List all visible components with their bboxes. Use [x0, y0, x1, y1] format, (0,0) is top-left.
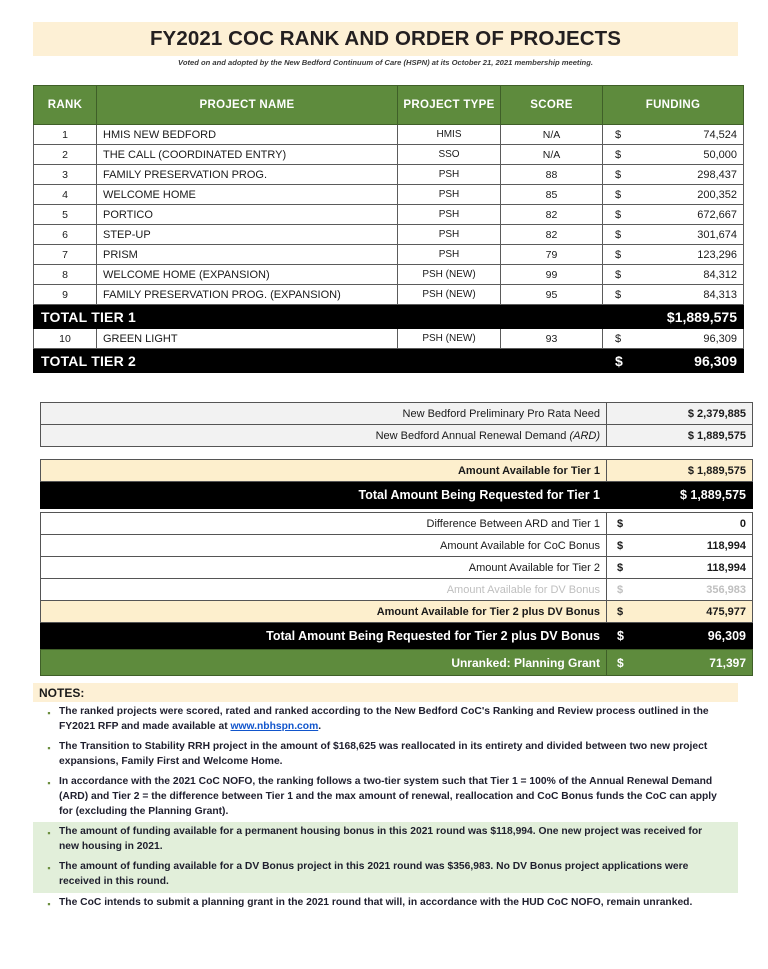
cell-score: 88: [501, 165, 603, 185]
tier-total-label: TOTAL TIER 1: [34, 305, 603, 329]
cell-funding: [603, 329, 744, 349]
column-header-rank: RANK: [34, 86, 97, 125]
summary-amount: 356,983: [706, 583, 746, 596]
cell-funding: [603, 165, 744, 185]
bullet-icon: ▪: [47, 708, 51, 718]
currency-symbol: $: [615, 248, 622, 261]
cell-score: N/A: [501, 145, 603, 165]
summary-value: [607, 535, 753, 557]
table-body: [34, 125, 744, 373]
currency-symbol: $: [615, 288, 622, 301]
table-row: [34, 265, 744, 285]
cell-project-type: HMIS: [398, 125, 501, 145]
summary-table-4: [40, 649, 753, 676]
column-header-project-name: PROJECT NAME: [97, 86, 398, 125]
funding-amount: 74,524: [703, 128, 737, 141]
cell-funding: [603, 125, 744, 145]
summary-value: [607, 623, 753, 650]
funding-amount: 672,667: [697, 208, 737, 221]
cell-rank: 2: [34, 145, 97, 165]
summary-value: [607, 601, 753, 623]
summary-amount: 0: [739, 517, 746, 530]
notes-section: [33, 683, 738, 914]
note-text: The Transition to Stability RRH project in the amount of $168,625 was reallocated in its entirety and divided between two new project expansions, Family First and Welcome Home.: [59, 741, 708, 767]
cell-rank: 7: [34, 245, 97, 265]
note-item: [33, 737, 738, 772]
summary-value: [607, 403, 753, 425]
cell-project-type: PSH (NEW): [398, 285, 501, 305]
currency-symbol: $: [615, 128, 622, 141]
note-item: [33, 857, 738, 892]
summary-body-2: [41, 460, 753, 509]
bullet-icon: ▪: [47, 778, 51, 789]
tier1-total-row: [34, 305, 744, 329]
tier-total-amount: 96,309: [694, 352, 737, 369]
cell-funding: [603, 205, 744, 225]
funding-amount: 96,309: [703, 332, 737, 345]
summary-row: [41, 460, 753, 482]
table-row: [34, 225, 744, 245]
table-row: [34, 205, 744, 225]
cell-funding: [603, 285, 744, 305]
summary-row: [41, 535, 753, 557]
summary-row: [41, 425, 753, 447]
cell-score: 95: [501, 285, 603, 305]
currency-symbol: $: [615, 208, 622, 221]
column-header-funding: FUNDING: [603, 86, 744, 125]
cell-project-type: SSO: [398, 145, 501, 165]
note-text: The ranked projects were scored, rated and ranked according to the New Bedford CoC's Ranking and Review process outlined in the FY2021 RFP and made available at www.nbhspn.com.: [59, 706, 709, 732]
note-text: The CoC intends to submit a planning grant in the 2021 round that will, in accordance with the HUD CoC NOFO, remain unranked.: [59, 896, 693, 908]
cell-project-name: PRISM: [97, 245, 398, 265]
note-item: [33, 893, 738, 914]
summary-body-1: [41, 403, 753, 447]
document-subtitle: Voted on and adopted by the New Bedford Continuum of Care (HSPN) at its October 21, 2021 membership meeting.: [178, 58, 593, 67]
note-item: [33, 702, 738, 737]
table-row: [34, 165, 744, 185]
cell-project-type: PSH (NEW): [398, 265, 501, 285]
summary-body-4: [41, 650, 753, 676]
currency-symbol: $: [617, 561, 624, 574]
summary-amount: $ 1,889,575: [687, 464, 746, 477]
summary-amount: $ 1,889,575: [687, 429, 746, 442]
cell-score: N/A: [501, 125, 603, 145]
cell-rank: 5: [34, 205, 97, 225]
summary-label: Amount Available for Tier 2 plus DV Bonus: [41, 601, 607, 623]
currency-symbol: $: [617, 539, 624, 552]
summary-row: [41, 623, 753, 650]
summary-body-3: [41, 513, 753, 650]
summary-value: [607, 650, 753, 676]
cell-score: 82: [501, 205, 603, 225]
cell-rank: 6: [34, 225, 97, 245]
cell-project-name: GREEN LIGHT: [97, 329, 398, 349]
currency-symbol: $: [615, 352, 623, 369]
note-text: The amount of funding available for a DV Bonus project in this 2021 round was $356,983. No DV Bonus project applications were received in this round.: [59, 861, 689, 887]
table-row: [34, 185, 744, 205]
cell-project-name: FAMILY PRESERVATION PROG. (EXPANSION): [97, 285, 398, 305]
currency-symbol: $: [617, 583, 624, 596]
table-header: [34, 86, 744, 125]
summary-value: [607, 460, 753, 482]
project-ranking-table: [33, 85, 744, 373]
summary-table-2: [40, 459, 753, 509]
summary-row: [41, 403, 753, 425]
note-item: [33, 772, 738, 822]
cell-funding: [603, 245, 744, 265]
note-link[interactable]: www.nbhspn.com: [230, 720, 319, 732]
funding-amount: 50,000: [703, 148, 737, 161]
cell-project-name: PORTICO: [97, 205, 398, 225]
summary-label: Difference Between ARD and Tier 1: [41, 513, 607, 535]
summary-amount: 118,994: [706, 561, 746, 574]
summary-amount: $ 2,379,885: [687, 407, 746, 420]
notes-header-label: NOTES:: [39, 685, 85, 700]
tier-total-value: [603, 349, 744, 373]
tier-total-amount: $1,889,575: [666, 308, 737, 325]
summary-label: Total Amount Being Requested for Tier 2 plus DV Bonus: [41, 623, 607, 650]
cell-score: 82: [501, 225, 603, 245]
cell-score: 85: [501, 185, 603, 205]
currency-symbol: $: [615, 228, 622, 241]
currency-symbol: $: [617, 629, 624, 643]
note-text: In accordance with the 2021 CoC NOFO, the ranking follows a two-tier system such that Tier 1 = 100% of the Annual Renewal Demand (ARD) and Tier 2 = the difference between Tier 1 and the max amount of renewal, reallocation and CoC Bonus funds the CoC can apply for (excluding the Planning Grant).: [59, 776, 717, 817]
cell-project-name: WELCOME HOME: [97, 185, 398, 205]
cell-project-type: PSH: [398, 185, 501, 205]
summary-label: Unranked: Planning Grant: [41, 650, 607, 676]
cell-project-name: FAMILY PRESERVATION PROG.: [97, 165, 398, 185]
summary-value: [607, 557, 753, 579]
cell-project-type: PSH: [398, 225, 501, 245]
currency-symbol: $: [617, 517, 624, 530]
summary-label: Total Amount Being Requested for Tier 1: [41, 482, 607, 509]
tier-total-value: [603, 305, 744, 329]
funding-amount: 84,313: [703, 288, 737, 301]
cell-funding: [603, 145, 744, 165]
currency-symbol: $: [617, 655, 624, 670]
summary-row: [41, 557, 753, 579]
summary-row: [41, 650, 753, 676]
summary-tier2-block: [40, 512, 746, 650]
summary-label: Amount Available for DV Bonus: [41, 579, 607, 601]
cell-rank: 3: [34, 165, 97, 185]
notes-header: [33, 683, 738, 702]
summary-label: Amount Available for CoC Bonus: [41, 535, 607, 557]
cell-project-name: WELCOME HOME (EXPANSION): [97, 265, 398, 285]
note-item: [33, 822, 738, 857]
cell-project-name: HMIS NEW BEDFORD: [97, 125, 398, 145]
cell-project-type: PSH: [398, 205, 501, 225]
summary-amount: 96,309: [707, 629, 746, 643]
summary-label: New Bedford Preliminary Pro Rata Need: [41, 403, 607, 425]
cell-rank: 4: [34, 185, 97, 205]
cell-rank: 9: [34, 285, 97, 305]
currency-symbol: $: [615, 268, 622, 281]
table-row: [34, 125, 744, 145]
summary-row: [41, 601, 753, 623]
cell-project-type: PSH: [398, 245, 501, 265]
cell-funding: [603, 225, 744, 245]
summary-label: New Bedford Annual Renewal Demand (ARD): [41, 425, 607, 447]
currency-symbol: $: [615, 332, 622, 345]
summary-table-1: [40, 402, 753, 447]
currency-symbol: $: [615, 188, 622, 201]
funding-amount: 123,296: [697, 248, 737, 261]
summary-label-italic: (ARD): [569, 429, 600, 442]
cell-project-type: PSH: [398, 165, 501, 185]
column-header-score: SCORE: [501, 86, 603, 125]
table-row: [34, 145, 744, 165]
cell-project-name: THE CALL (COORDINATED ENTRY): [97, 145, 398, 165]
summary-value: [607, 579, 753, 601]
summary-label: Amount Available for Tier 1: [41, 460, 607, 482]
funding-amount: 298,437: [697, 168, 737, 181]
cell-funding: [603, 185, 744, 205]
funding-amount: 301,674: [697, 228, 737, 241]
summary-row: [41, 482, 753, 509]
summary-amount: 118,994: [706, 539, 746, 552]
summary-row: [41, 513, 753, 535]
summary-amount: 475,977: [706, 605, 746, 618]
cell-project-name: STEP-UP: [97, 225, 398, 245]
cell-funding: [603, 265, 744, 285]
column-header-project-type: PROJECT TYPE: [398, 86, 501, 125]
summary-label: Amount Available for Tier 2: [41, 557, 607, 579]
currency-symbol: $: [615, 148, 622, 161]
summary-amount: 71,397: [709, 655, 746, 670]
cell-rank: 8: [34, 265, 97, 285]
currency-symbol: $: [615, 168, 622, 181]
summary-prorata-block: [40, 402, 746, 447]
funding-amount: 84,312: [703, 268, 737, 281]
bullet-icon: ▪: [47, 898, 51, 909]
cell-rank: 1: [34, 125, 97, 145]
table-row: [34, 329, 744, 349]
page-title: FY2021 COC RANK AND ORDER OF PROJECTS: [149, 27, 622, 50]
summary-row: [41, 579, 753, 601]
note-text: The amount of funding available for a permanent housing bonus in this 2021 round was $118,994. One new project was received for new housing in 2021.: [59, 826, 703, 852]
cell-project-type: PSH (NEW): [398, 329, 501, 349]
cell-score: 99: [501, 265, 603, 285]
tier-total-label: TOTAL TIER 2: [34, 349, 603, 373]
title-band: [33, 22, 738, 56]
tier2-total-row: [34, 349, 744, 373]
summary-tier1-block: [40, 459, 746, 509]
bullet-icon: ▪: [47, 743, 51, 754]
bullet-icon: ▪: [47, 828, 51, 839]
summary-amount: $ 1,889,575: [679, 488, 746, 502]
cell-score: 93: [501, 329, 603, 349]
currency-symbol: $: [617, 605, 624, 618]
summary-planning-grant-block: [40, 649, 746, 676]
cell-rank: 10: [34, 329, 97, 349]
table-row: [34, 245, 744, 265]
notes-list: [33, 702, 738, 914]
summary-value: [607, 513, 753, 535]
summary-value: [607, 482, 753, 509]
summary-value: [607, 425, 753, 447]
funding-amount: 200,352: [697, 188, 737, 201]
summary-table-3: [40, 512, 753, 650]
table-row: [34, 285, 744, 305]
cell-score: 79: [501, 245, 603, 265]
table-header-row: [34, 86, 744, 125]
bullet-icon: ▪: [47, 863, 51, 874]
